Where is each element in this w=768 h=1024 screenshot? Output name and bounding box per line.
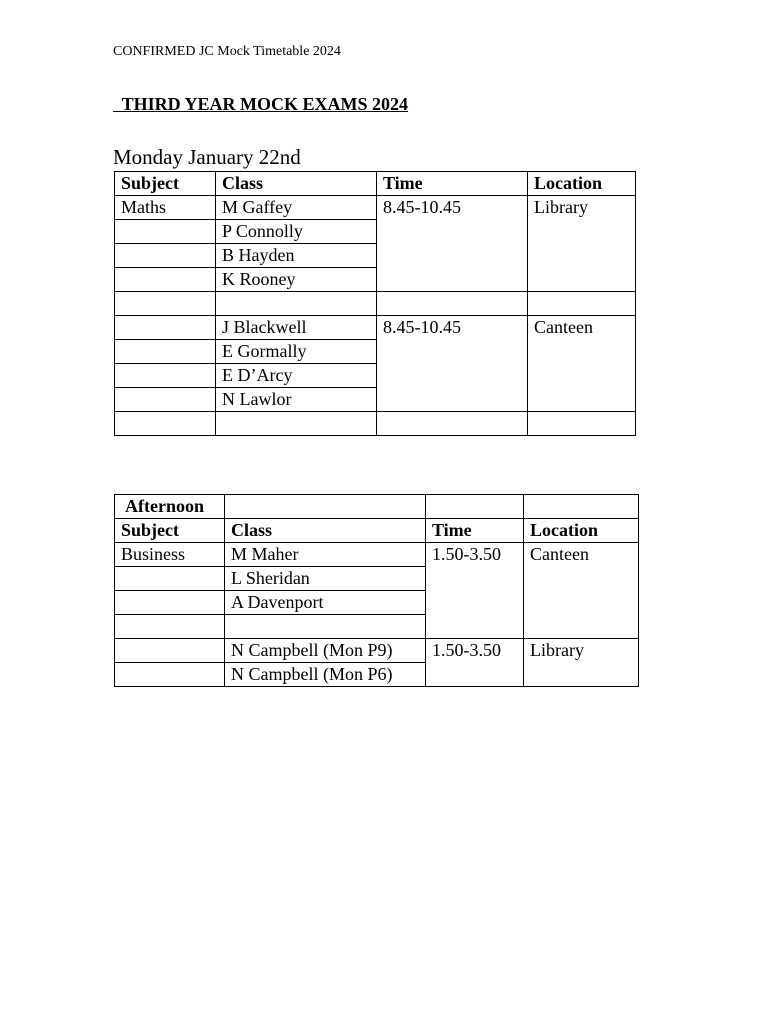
empty-cell <box>216 292 377 316</box>
empty-cell <box>426 495 524 519</box>
subject-cell <box>115 663 225 687</box>
location-cell: Library <box>524 639 639 687</box>
empty-cell <box>524 495 639 519</box>
time-cell: 8.45-10.45 <box>377 316 528 412</box>
class-cell: E D’Arcy <box>216 364 377 388</box>
table-row <box>115 639 639 663</box>
subject-cell <box>115 567 225 591</box>
subject-cell: Maths <box>115 196 216 220</box>
time-cell: 1.50-3.50 <box>426 543 524 639</box>
table-row <box>115 292 636 316</box>
location-cell: Library <box>528 196 636 292</box>
empty-cell <box>225 495 426 519</box>
table-row <box>115 543 639 567</box>
subject-cell <box>115 220 216 244</box>
class-cell: B Hayden <box>216 244 377 268</box>
table-header-row <box>115 172 636 196</box>
header-location: Location <box>528 172 636 196</box>
header-time: Time <box>426 519 524 543</box>
header-class: Class <box>216 172 377 196</box>
header-class: Class <box>225 519 426 543</box>
empty-cell <box>225 615 426 639</box>
table-row <box>115 412 636 436</box>
subject-cell <box>115 591 225 615</box>
afternoon-label: Afternoon <box>115 495 225 519</box>
empty-cell <box>528 292 636 316</box>
subject-cell <box>115 639 225 663</box>
location-cell: Canteen <box>524 543 639 639</box>
empty-cell <box>377 292 528 316</box>
empty-cell <box>377 412 528 436</box>
subject-cell <box>115 316 216 340</box>
empty-cell <box>115 292 216 316</box>
location-cell: Canteen <box>528 316 636 412</box>
class-cell: A Davenport <box>225 591 426 615</box>
empty-cell <box>115 615 225 639</box>
class-cell: M Gaffey <box>216 196 377 220</box>
time-cell: 8.45-10.45 <box>377 196 528 292</box>
header-subject: Subject <box>115 519 225 543</box>
subject-cell <box>115 244 216 268</box>
subject-cell <box>115 268 216 292</box>
class-cell: P Connolly <box>216 220 377 244</box>
afternoon-timetable <box>114 494 639 687</box>
section-label-row <box>115 495 639 519</box>
empty-cell <box>528 412 636 436</box>
class-cell: N Campbell (Mon P6) <box>225 663 426 687</box>
header-subject: Subject <box>115 172 216 196</box>
class-cell: N Campbell (Mon P9) <box>225 639 426 663</box>
table-row <box>115 316 636 340</box>
empty-cell <box>216 412 377 436</box>
subject-cell <box>115 388 216 412</box>
header-location: Location <box>524 519 639 543</box>
exam-date: Monday January 22nd <box>113 145 301 169</box>
subject-cell <box>115 340 216 364</box>
document-header: CONFIRMED JC Mock Timetable 2024 <box>113 44 341 59</box>
table-row <box>115 196 636 220</box>
class-cell: N Lawlor <box>216 388 377 412</box>
class-cell: M Maher <box>225 543 426 567</box>
time-cell: 1.50-3.50 <box>426 639 524 687</box>
class-cell: E Gormally <box>216 340 377 364</box>
subject-cell: Business <box>115 543 225 567</box>
class-cell: K Rooney <box>216 268 377 292</box>
class-cell: J Blackwell <box>216 316 377 340</box>
morning-timetable <box>114 171 636 436</box>
class-cell: L Sheridan <box>225 567 426 591</box>
page-title: THIRD YEAR MOCK EXAMS 2024 <box>113 94 409 114</box>
subject-cell <box>115 364 216 388</box>
table-header-row <box>115 519 639 543</box>
header-time: Time <box>377 172 528 196</box>
empty-cell <box>115 412 216 436</box>
